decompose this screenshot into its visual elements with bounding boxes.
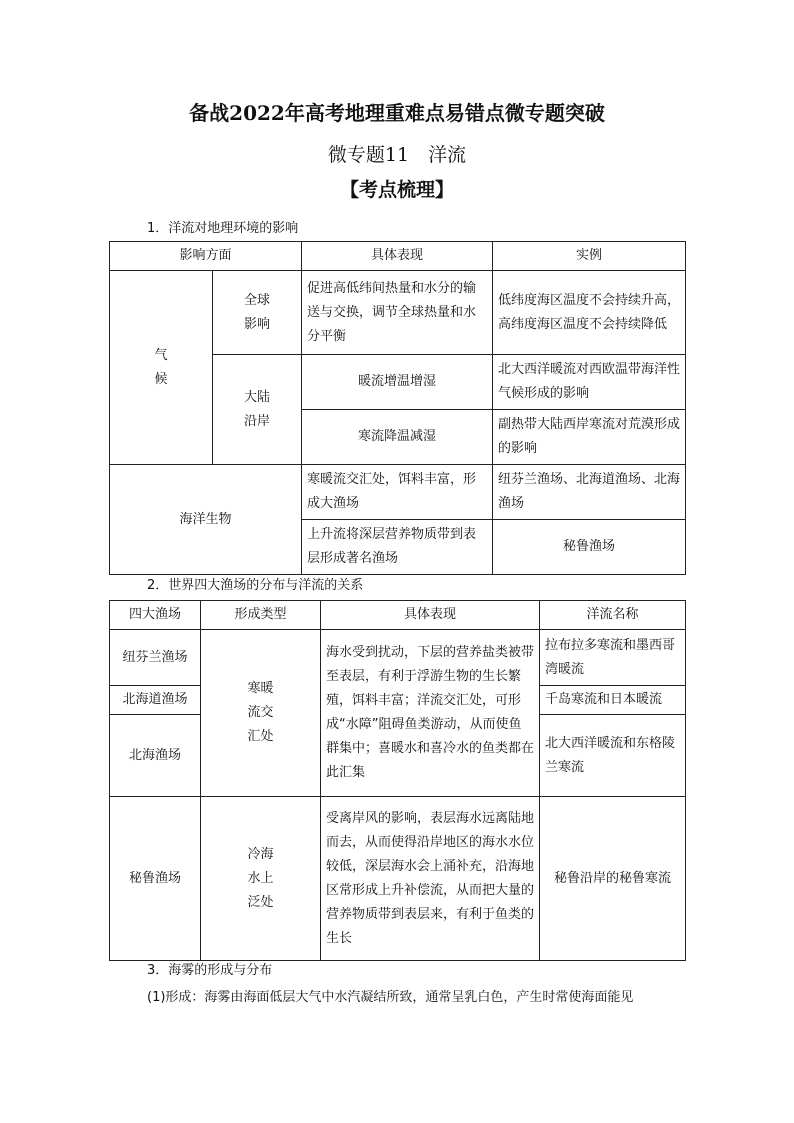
fishery-distribution-table <box>109 600 686 961</box>
current-hokkaido: 千岛寒流和日本暖流 <box>540 686 686 715</box>
cold-current-example: 副热带大陆西岸寒流对荒漠形成的影响 <box>493 410 686 465</box>
global-impact-example: 低纬度海区温度不会持续升高，高纬度海区温度不会持续降低 <box>493 271 686 355</box>
climate-label: 气 候 <box>110 271 213 465</box>
fishery-peru: 秘鲁渔场 <box>110 797 201 961</box>
upwelling-details: 受离岸风的影响，表层海水远离陆地而去，从而使得沿岸地区的海水水位较低，深层海水会上涌补充，沿海地区常形成上升补偿流，从而把大量的营养物质带到表层来，有利于鱼类的生长 <box>321 797 540 961</box>
document-subtitle: 微专题11 洋流 <box>327 144 467 166</box>
current-newfoundland: 拉布拉多寒流和墨西哥湾暖流 <box>540 630 686 686</box>
marine-life-example-2: 秘鲁渔场 <box>493 520 686 575</box>
paragraph-formation: (1)形成：海雾由海面低层大气中水汽凝结所致，通常呈乳白色，产生时常使海面能见 <box>147 990 634 1005</box>
current-north-sea: 北大西洋暖流和东格陵兰寒流 <box>540 715 686 797</box>
global-impact-effect: 促进高低纬间热量和水分的输送与交换，调节全球热量和水分平衡 <box>302 271 493 355</box>
header-specific-effect: 具体表现 <box>302 242 493 271</box>
header-formation-type: 形成类型 <box>201 601 321 630</box>
marine-life-effect-1: 寒暖流交汇处，饵料丰富，形成大渔场 <box>302 465 493 520</box>
fishery-newfoundland: 纽芬兰渔场 <box>110 630 201 686</box>
section-3-title: 3．海雾的形成与分布 <box>147 963 273 978</box>
coastal-label: 大陆 沿岸 <box>213 355 302 465</box>
header-details: 具体表现 <box>321 601 540 630</box>
ocean-current-impact-table <box>109 241 686 575</box>
header-fisheries: 四大渔场 <box>110 601 201 630</box>
section-1-title: 1．洋流对地理环境的影响 <box>147 221 299 236</box>
header-example: 实例 <box>493 242 686 271</box>
current-peru: 秘鲁沿岸的秘鲁寒流 <box>540 797 686 961</box>
cold-current-effect: 寒流降温减湿 <box>302 410 493 465</box>
warm-current-effect: 暖流增温增湿 <box>302 355 493 410</box>
fishery-hokkaido: 北海道渔场 <box>110 686 201 715</box>
header-current-name: 洋流名称 <box>540 601 686 630</box>
formation-type-upwelling: 冷海 水上 泛处 <box>201 797 321 961</box>
global-impact-label: 全球 影响 <box>213 271 302 355</box>
header-impact-aspect: 影响方面 <box>110 242 302 271</box>
section-2-title: 2．世界四大渔场的分布与洋流的关系 <box>147 578 364 593</box>
marine-life-effect-2: 上升流将深层营养物质带到表层形成著名渔场 <box>302 520 493 575</box>
marine-life-example-1: 纽芬兰渔场、北海道渔场、北海渔场 <box>493 465 686 520</box>
warm-current-example: 北大西洋暖流对西欧温带海洋性气候形成的影响 <box>493 355 686 410</box>
document-title: 备战2022年高考地理重难点易错点微专题突破 <box>189 101 605 125</box>
fishery-north-sea: 北海渔场 <box>110 715 201 797</box>
formation-type-convergence: 寒暖 流交 汇处 <box>201 630 321 797</box>
convergence-details: 海水受到扰动，下层的营养盐类被带至表层，有利于浮游生物的生长繁殖，饵料丰富；洋流交汇处，可形成“水障”阻碍鱼类游动，从而使鱼群集中；喜暖水和喜冷水的鱼类都在此汇集 <box>321 630 540 797</box>
section-heading: 【考点梳理】 <box>339 179 454 201</box>
marine-life-label: 海洋生物 <box>110 465 302 575</box>
